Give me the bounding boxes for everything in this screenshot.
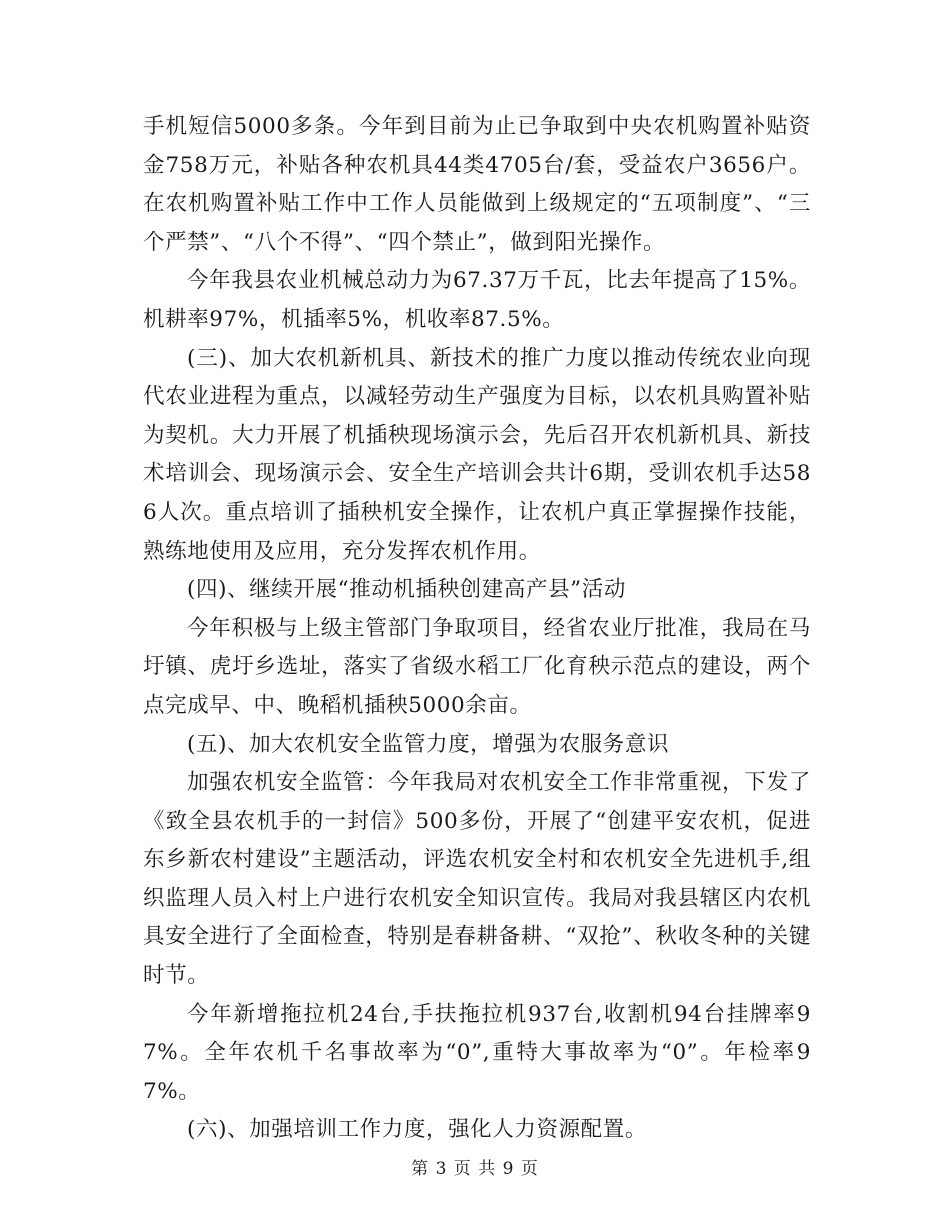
document-body [143, 108, 811, 1150]
paragraph-machinery-power: 今年我县农业机械总动力为67.37万千瓦，比去年提高了15%。机耕率97%，机插率5%，机收率87.5%。 [143, 268, 811, 332]
paragraph-section-4: 今年积极与上级主管部门争取项目，经省农业厅批准，我局在马圩镇、虎圩乡选址，落实了省级水稻工厂化育秧示范点的建设，两个点完成早、中、晚稻机插秧5000余亩。 [143, 615, 811, 718]
paragraph-safety-statistics: 今年新增拖拉机24台,手扶拖拉机937台,收割机94台挂牌率97%。全年农机千名事故率为“0”,重特大事故率为“0”。年检率97%。 [143, 1001, 811, 1104]
heading-section-4: (四)、继续开展“推动机插秧创建高产县”活动 [187, 577, 626, 603]
paragraph-subsidy-continued: 手机短信5000多条。今年到目前为止已争取到中央农机购置补贴资金758万元，补贴各种农机具44类4705台/套，受益农户3656户。在农机购置补贴工作中工作人员能做到上级规定的“五项制度”、“三个严禁”、“八个不得”、“四个禁止”，做到阳光操作。 [143, 114, 811, 255]
paragraph-safety-supervision: 加强农机安全监管：今年我局对农机安全工作非常重视，下发了《致全县农机手的一封信》500多份，开展了“创建平安农机，促进东乡新农村建设”主题活动，评选农机安全村和农机安全先进机手,组织监理人员入村上户进行农机安全知识宣传。我局对我县辖区内农机具安全进行了全面检查，特别是春耕备耕、“双抢”、秋收冬种的关键时节。 [143, 770, 811, 989]
heading-section-5: (五)、加大农机安全监管力度，增强为农服务意识 [187, 731, 670, 757]
paragraph-section-3: (三)、加大农机新机具、新技术的推广力度以推动传统农业向现代农业进程为重点，以减轻劳动生产强度为目标，以农机具购置补贴为契机。大力开展了机插秧现场演示会，先后召开农机新机具、新技术培训会、现场演示会、安全生产培训会共计6期，受训农机手达586人次。重点培训了插秧机安全操作，让农机户真正掌握操作技能，熟练地使用及应用，充分发挥农机作用。 [143, 345, 811, 564]
page-number-footer: 第 3 页 共 9 页 [411, 1159, 539, 1179]
heading-section-6: (六)、加强培训工作力度，强化人力资源配置。 [187, 1117, 647, 1143]
